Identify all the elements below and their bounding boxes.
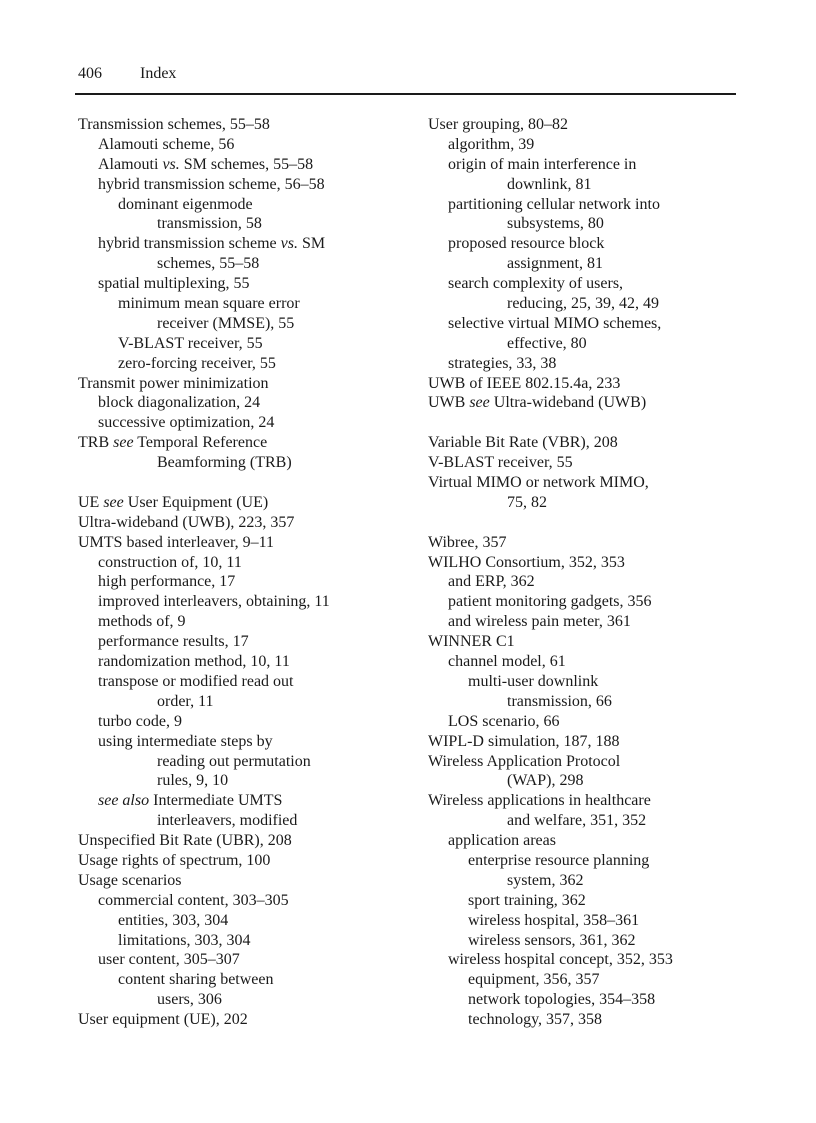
index-entry-continuation: Beamforming (TRB) [157, 454, 292, 472]
index-entry: WIPL-D simulation, 187, 188 [428, 732, 620, 750]
index-subentry: zero-forcing receiver, 55 [118, 354, 276, 372]
index-entry-continuation: interleavers, modified [157, 812, 298, 830]
index-entry: User equipment (UE), 202 [78, 1011, 248, 1029]
header-rule [75, 93, 736, 95]
index-subentry: wireless sensors, 361, 362 [468, 931, 636, 949]
index-entry: Wireless applications in healthcare [428, 792, 651, 810]
index-subentry: hybrid transmission scheme vs. SM [98, 235, 326, 253]
index-entry: UWB of IEEE 802.15.4a, 233 [428, 374, 621, 392]
index-subentry: transpose or modified read out [98, 672, 294, 690]
page-number: 406 [78, 65, 102, 82]
index-subentry: block diagonalization, 24 [98, 394, 261, 412]
index-entry-continuation: downlink, 81 [507, 175, 592, 193]
index-subentry: user content, 305–307 [98, 951, 240, 969]
index-subentry: content sharing between [118, 971, 274, 989]
index-subentry: technology, 357, 358 [468, 1011, 603, 1029]
index-subentry: V-BLAST receiver, 55 [118, 334, 263, 352]
index-entry: Ultra-wideband (UWB), 223, 357 [78, 513, 295, 531]
index-entry: Transmit power minimization [78, 374, 269, 392]
index-subentry: channel model, 61 [448, 653, 566, 671]
index-entry: UWB see Ultra-wideband (UWB) [428, 394, 647, 412]
index-subentry: patient monitoring gadgets, 356 [448, 593, 652, 611]
index-subentry: sport training, 362 [468, 891, 586, 909]
index-subentry: network topologies, 354–358 [468, 991, 656, 1009]
index-entry-continuation: order, 11 [157, 692, 214, 710]
index-entry-continuation: schemes, 55–58 [157, 255, 260, 273]
index-entry: Virtual MIMO or network MIMO, [428, 474, 649, 492]
index-spacer [428, 513, 758, 533]
index-entry: Usage scenarios [78, 871, 182, 889]
index-entry: Wireless Application Protocol [428, 752, 621, 770]
index-entry-continuation: assignment, 81 [507, 255, 603, 273]
index-entry: Wibree, 357 [428, 533, 507, 551]
index-subentry: application areas [448, 832, 556, 850]
index-subentry: commercial content, 303–305 [98, 891, 289, 909]
index-subentry: limitations, 303, 304 [118, 931, 251, 949]
index-subentry: hybrid transmission scheme, 56–58 [98, 175, 325, 193]
index-column-right [428, 115, 758, 1030]
index-entry: WINNER C1 [428, 633, 515, 651]
index-subentry: Alamouti scheme, 56 [98, 135, 235, 153]
index-entry: TRB see Temporal Reference [78, 434, 268, 452]
index-subentry: partitioning cellular network into [448, 195, 660, 213]
index-subentry: construction of, 10, 11 [98, 553, 242, 571]
index-entry-continuation: (WAP), 298 [507, 772, 584, 790]
index-entry-continuation: subsystems, 80 [507, 215, 604, 233]
index-subentry: methods of, 9 [98, 613, 186, 631]
index-entry-continuation: effective, 80 [507, 334, 587, 352]
index-entry: UMTS based interleaver, 9–11 [78, 533, 275, 551]
index-entry: Variable Bit Rate (VBR), 208 [428, 434, 618, 452]
index-subentry: origin of main interference in [448, 155, 637, 173]
index-entry-continuation: transmission, 66 [507, 692, 612, 710]
index-entry: User grouping, 80–82 [428, 116, 568, 133]
index-entry-continuation: system, 362 [507, 871, 584, 889]
index-subentry: improved interleavers, obtaining, 11 [98, 593, 330, 611]
index-subentry: equipment, 356, 357 [468, 971, 600, 989]
index-entry: Transmission schemes, 55–58 [78, 116, 270, 133]
index-subentry: and wireless pain meter, 361 [448, 613, 631, 631]
index-column-left [78, 115, 418, 1030]
index-subentry: enterprise resource planning [468, 851, 650, 869]
index-entry: WILHO Consortium, 352, 353 [428, 553, 625, 571]
index-subentry: high performance, 17 [98, 573, 236, 591]
index-subentry: successive optimization, 24 [98, 414, 275, 432]
index-subentry: minimum mean square error [118, 295, 300, 313]
index-entry: UE see User Equipment (UE) [78, 493, 269, 511]
index-subentry: LOS scenario, 66 [448, 712, 560, 730]
index-subentry: algorithm, 39 [448, 135, 535, 153]
index-spacer [428, 413, 758, 433]
index-entry-continuation: reducing, 25, 39, 42, 49 [507, 295, 659, 313]
index-subentry: randomization method, 10, 11 [98, 653, 290, 671]
index-entry-continuation: users, 306 [157, 991, 222, 1009]
section-title: Index [140, 65, 177, 82]
index-subentry: performance results, 17 [98, 633, 249, 651]
index-subentry: wireless hospital, 358–361 [468, 911, 640, 929]
index-subentry: search complexity of users, [448, 275, 624, 293]
index-entry-continuation: receiver (MMSE), 55 [157, 314, 295, 332]
index-spacer [78, 473, 418, 493]
index-subentry: see also Intermediate UMTS [98, 792, 283, 810]
index-subentry: spatial multiplexing, 55 [98, 275, 250, 293]
index-entry: Unspecified Bit Rate (UBR), 208 [78, 832, 292, 850]
index-entry: Usage rights of spectrum, 100 [78, 851, 271, 869]
index-subentry: dominant eigenmode [118, 195, 253, 213]
index-subentry: using intermediate steps by [98, 732, 273, 750]
index-subentry: proposed resource block [448, 235, 605, 253]
index-entry-continuation: reading out permutation [157, 752, 311, 770]
index-subentry: selective virtual MIMO schemes, [448, 314, 662, 332]
index-subentry: Alamouti vs. SM schemes, 55–58 [98, 155, 314, 173]
index-subentry: and ERP, 362 [448, 573, 535, 591]
running-head [78, 64, 176, 84]
index-entry-continuation: rules, 9, 10 [157, 772, 229, 790]
index-entry-continuation: and welfare, 351, 352 [507, 812, 647, 830]
index-entry: V-BLAST receiver, 55 [428, 454, 573, 472]
index-subentry: turbo code, 9 [98, 712, 182, 730]
index-subentry: multi-user downlink [468, 672, 599, 690]
index-subentry: strategies, 33, 38 [448, 354, 557, 372]
index-subentry: wireless hospital concept, 352, 353 [448, 951, 673, 969]
index-entry-continuation: transmission, 58 [157, 215, 262, 233]
index-entry-continuation: 75, 82 [507, 493, 547, 511]
index-subentry: entities, 303, 304 [118, 911, 229, 929]
